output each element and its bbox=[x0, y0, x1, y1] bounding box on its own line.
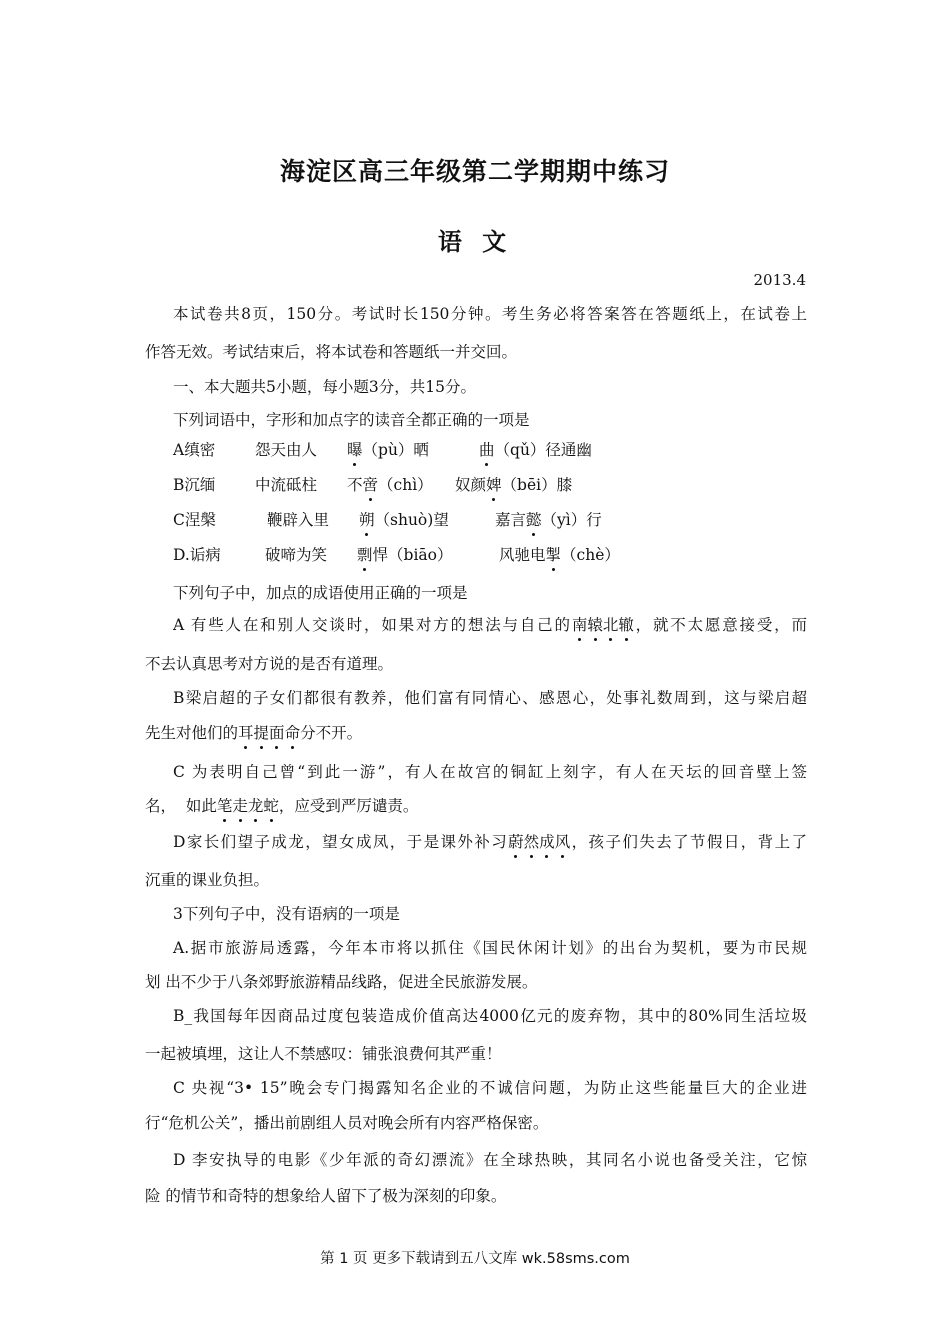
q2-option-b-line-2: 先生对他们的耳提面命分不开。 bbox=[145, 721, 807, 743]
q1a-word1: A缜密 bbox=[173, 441, 216, 459]
q1c-word2: 鞭辟入里 bbox=[267, 511, 330, 529]
q3-option-b-line-2: 一起被填埋，这让人不禁感叹：铺张浪费何其严重！ bbox=[145, 1045, 502, 1063]
q1d-word2: 破啼为笑 bbox=[265, 546, 328, 564]
q2-option-c-line-1: C 为表明自己曾“到此一游”，有人在故宫的铜缸上刻字，有人在天坛的回音壁上签 bbox=[173, 763, 807, 781]
q1b-word4: 奴颜婢（bēi）膝 bbox=[455, 473, 572, 495]
q1c-word3: 朔（shuò)望 bbox=[359, 508, 495, 530]
q3-option-d-line-1: D 李安执导的电影《少年派的奇幻漂流》在全球热映，其同名小说也备受关注，它惊 bbox=[173, 1151, 807, 1169]
q1b-word2: 中流砥柱 bbox=[255, 476, 318, 494]
q1d-word3: 剽悍（biāo） bbox=[357, 543, 499, 565]
q3-option-a-line-1: A.据市旅游局透露，今年本市将以抓住《国民休闲计划》的出台为契机，要为市民规 bbox=[173, 939, 807, 957]
q3-option-b-line-1: B_我国每年因商品过度包装造成价值高达4000亿元的废弃物，其中的80%同生活垃圾 bbox=[173, 1007, 807, 1025]
intro-line-1: 本试卷共8页，150分。考试时长150分钟。考生务必将答案答在答题纸上，在试卷上 bbox=[173, 305, 807, 323]
q1b-word3: 不啻（chì） bbox=[347, 473, 455, 495]
section-heading: 一、本大题共5小题，每小题3分，共15分。 bbox=[173, 378, 476, 396]
exam-date: 2013.4 bbox=[753, 271, 806, 289]
subject-title: 语 文 bbox=[437, 228, 513, 256]
q1d-word4: 风驰电掣（chè） bbox=[499, 543, 620, 565]
q1-option-c bbox=[173, 508, 807, 530]
q1a-word3: 曝（pù）晒 bbox=[347, 438, 479, 460]
q1a-word4: 曲（qǔ）径通幽 bbox=[479, 438, 592, 460]
q2-option-a-line-1: A 有些人在和别人交谈时，如果对方的想法与自己的南辕北辙，就不太愿意接受，而 bbox=[173, 613, 807, 635]
q2-option-d-line-2: 沉重的课业负担。 bbox=[145, 871, 270, 889]
q1-option-a bbox=[173, 438, 807, 460]
q1c-word1: C涅槃 bbox=[173, 511, 216, 529]
q2-option-d-line-1: D家长们望子成龙，望女成凤，于是课外补习蔚然成风，孩子们失去了节假日，背上了 bbox=[173, 830, 807, 852]
q1-stem: 下列词语中，字形和加点字的读音全都正确的一项是 bbox=[173, 411, 530, 429]
q1c-word4: 嘉言懿（yì）行 bbox=[495, 508, 602, 530]
q3-option-c-line-1: C 央视“3• 15”晚会专门揭露知名企业的不诚信问题，为防止这些能量巨大的企业进 bbox=[173, 1079, 807, 1097]
q3-option-d-line-2: 险 的情节和奇特的想象给人留下了极为深刻的印象。 bbox=[145, 1187, 507, 1205]
q3-option-a-line-2: 划 出不少于八条郊野旅游精品线路，促进全民旅游发展。 bbox=[145, 973, 538, 991]
q3-stem: 3下列句子中，没有语病的一项是 bbox=[173, 905, 400, 923]
q1b-word1: B沉缅 bbox=[173, 476, 216, 494]
page-title: 海淀区高三年级第二学期期中练习 bbox=[279, 157, 670, 186]
q2-option-c-line-2: 名， 如此笔走龙蛇，应受到严厉谴责。 bbox=[145, 794, 807, 816]
q2-option-a-line-2: 不去认真思考对方说的是否有道理。 bbox=[145, 655, 394, 673]
q2-stem: 下列句子中，加点的成语使用正确的一项是 bbox=[173, 584, 468, 602]
q1a-word2: 怨天由人 bbox=[255, 441, 318, 459]
q2-option-b-line-1: B梁启超的子女们都很有教养，他们富有同情心、感恩心，处事礼数周到，这与梁启超 bbox=[173, 689, 807, 707]
q1-option-b bbox=[173, 473, 807, 495]
intro-line-2: 作答无效。考试结束后，将本试卷和答题纸一并交回。 bbox=[145, 343, 518, 361]
q1-option-d bbox=[173, 543, 807, 565]
page-footer: 第 1 页 更多下载请到五八文库 wk.58sms.com bbox=[320, 1251, 630, 1267]
q1d-word1: D.诟病 bbox=[173, 546, 221, 564]
q3-option-c-line-2: 行“危机公关”，播出前剧组人员对晚会所有内容严格保密。 bbox=[145, 1114, 549, 1132]
